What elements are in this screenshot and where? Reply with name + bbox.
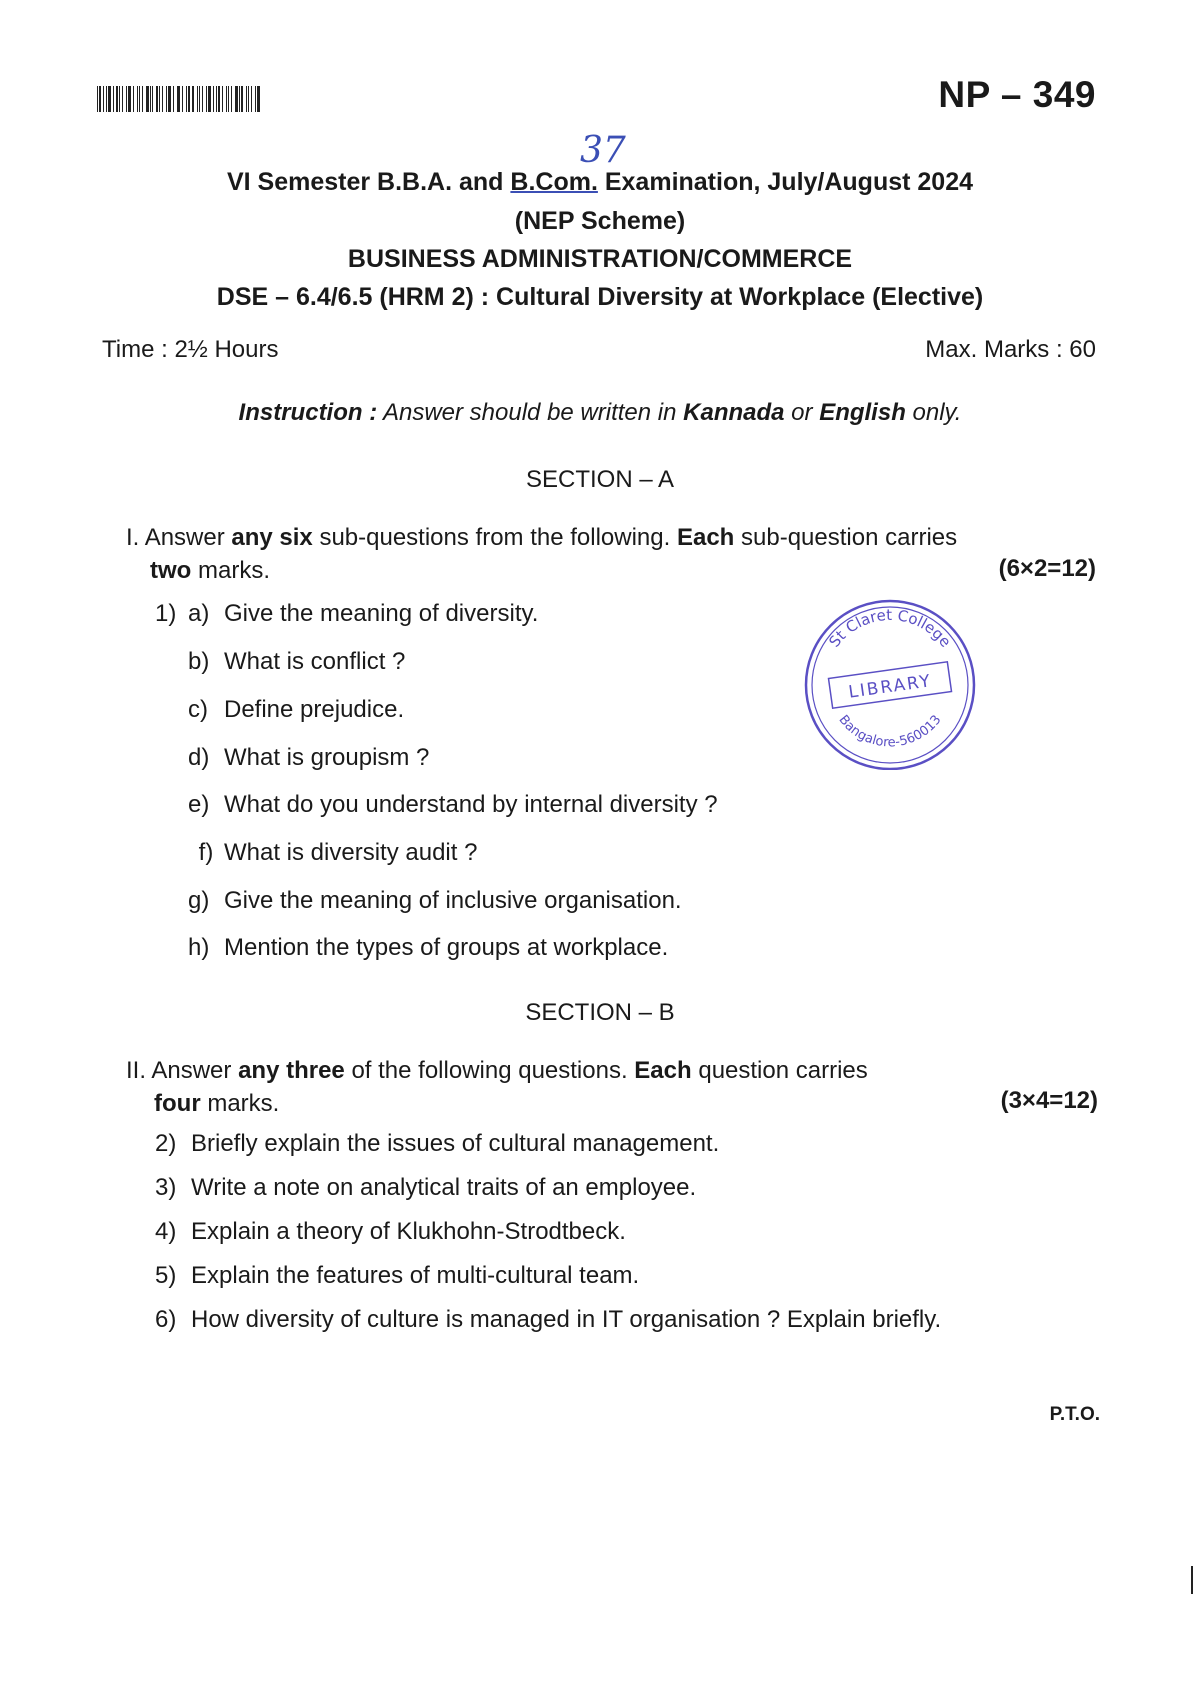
barcode-bar [182,86,183,112]
barcode-bar [122,86,123,112]
paper-code: NP – 349 [938,74,1096,115]
barcode-bar [248,86,249,112]
time-allowed: Time : 2½ Hours [102,336,279,363]
barcode-bar [218,86,220,112]
section-a-marks: (6×2=12) [998,555,1096,582]
barcode-bar [208,86,211,112]
section-a-instructions: I. Answer any six sub-questions from the following. Each sub-question carries two marks. [126,524,958,584]
barcode-bar [159,86,160,112]
subquestion-f: f) What is diversity audit ? [198,839,478,866]
barcode-bar [177,86,178,112]
question-5: 5) Explain the features of multi-cultural team. [155,1262,640,1289]
question-2: 2) Briefly explain the issues of cultural management. [155,1130,720,1157]
stamp-center-text: LIBRARY [847,671,934,703]
barcode-bar [166,86,167,112]
handwritten-number: 37 [580,130,626,171]
barcode-bar [186,86,187,112]
barcode-bar [228,86,229,112]
bcom-underlined: B.Com. [510,168,598,196]
question-3: 3) Write a note on analytical traits of an employee. [155,1174,697,1201]
subquestion-d: d) What is groupism ? [188,744,430,771]
barcode-bar [108,86,111,112]
barcode-bar [216,86,217,112]
section-a-heading: SECTION – A [525,466,675,493]
pto-label: P.T.O. [1049,1404,1100,1425]
barcode-bar [241,86,243,112]
barcode-bar [255,86,256,112]
barcode-bar [213,86,214,112]
barcode-bar [222,86,223,112]
barcode-bar [173,86,174,112]
max-marks: Max. Marks : 60 [925,336,1096,363]
barcode-bar [206,86,207,112]
barcode-bar [192,86,194,112]
barcode-bar [128,86,131,112]
section-b-instructions: II. Answer any three of the following questions. Each question carries four marks. [126,1057,868,1117]
instruction: Instruction : Answer should be written in Kannada or English only. [238,399,962,426]
library-stamp [800,590,980,770]
barcode-bar [103,86,104,112]
barcode-bar [113,86,114,112]
section-b-marks: (3×4=12) [1000,1087,1098,1114]
barcode-bar [257,86,260,112]
barcode-bar [139,86,141,112]
barcode-bar [162,86,164,112]
exam-title: VI Semester B.B.A. and B.Com. Examination, July/August 2024 [226,168,974,196]
subquestion-b: b) What is conflict ? [188,648,406,675]
barcode-bar [97,86,98,112]
barcode-bar [150,86,151,112]
question-6: 6) How diversity of culture is managed in IT organisation ? Explain briefly. [155,1306,942,1333]
barcode-bar [116,86,118,112]
barcode-bar [119,86,120,112]
subquestion-e: e) What do you understand by internal diversity ? [188,791,718,818]
barcode-bar [226,86,228,112]
barcode-bar [246,86,247,112]
barcode-bar [146,86,149,112]
barcode-bar [99,86,101,112]
barcode-bar [197,86,198,112]
barcode-bar [168,86,171,112]
barcode-bar [126,86,128,112]
question-1-number: 1) [155,600,177,627]
subquestion-a: a) Give the meaning of diversity. [188,600,539,627]
barcode-bar [178,86,180,112]
barcode-bar [142,86,143,112]
subquestion-c: c) Define prejudice. [188,696,405,723]
barcode-bar [202,86,204,112]
barcode-bar [199,86,200,112]
subject-title: BUSINESS ADMINISTRATION/COMMERCE [347,245,853,273]
scheme-title: (NEP Scheme) [514,207,686,235]
barcode-bar [239,86,240,112]
course-title: DSE – 6.4/6.5 (HRM 2) : Cultural Diversity at Workplace (Elective) [216,283,984,311]
barcode-bar [235,86,238,112]
stamp-bottom-text: Bangalore-560013 [835,712,945,751]
question-4: 4) Explain a theory of Klukhohn-Strodtbeck. [155,1218,626,1245]
stamp-top-text: St Claret College [825,605,955,651]
barcode-bar [156,86,158,112]
barcode [97,86,262,112]
barcode-bar [188,86,191,112]
section-b-heading: SECTION – B [525,999,675,1026]
barcode-bar [133,86,134,112]
subquestion-h: h) Mention the types of groups at workplace. [188,934,669,961]
subquestion-g: g) Give the meaning of inclusive organisation. [188,887,682,914]
barcode-bar [137,86,138,112]
barcode-bar [251,86,253,112]
barcode-bar [152,86,153,112]
barcode-bar [231,86,232,112]
margin-mark [1191,1566,1193,1594]
barcode-bar [106,86,107,112]
